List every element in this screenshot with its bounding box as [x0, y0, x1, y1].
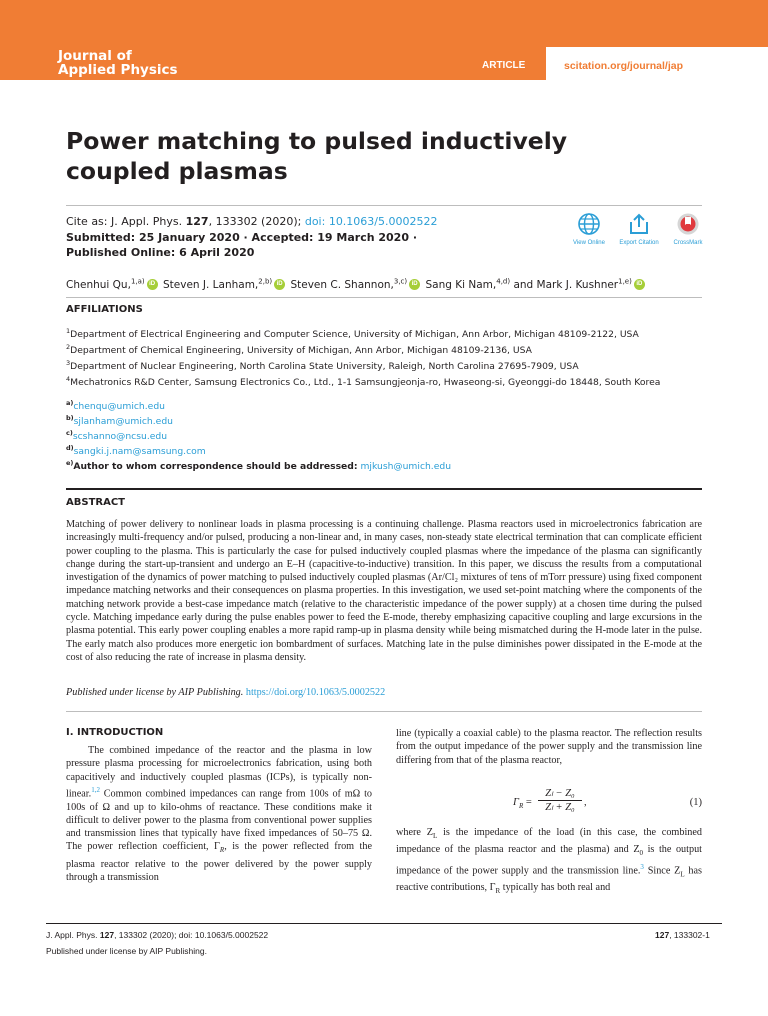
doi-link[interactable]: doi: 10.1063/5.0002522	[304, 215, 438, 228]
footer-volume: 127	[99, 930, 115, 940]
doi-url-link[interactable]: https://doi.org/10.1063/5.0002522	[245, 687, 386, 698]
dates-line-1: Submitted: 25 January 2020 · Accepted: 19 March 2020 ·	[66, 230, 418, 244]
intro-right-text: where Z	[396, 827, 433, 838]
affiliation-text: Department of Nuclear Engineering, North Carolina State University, Raleigh, North Carolina 27695-7909, USA	[70, 361, 579, 373]
intro-text-a: The combined impedance of the reactor and the plasma in low pressure plasma processing for microelectronics fabrication, using both capacitively and inductively coupled plasmas (ICPs), is typically non-linear.	[66, 745, 372, 800]
intro-right-column-bottom	[396, 826, 702, 899]
email-line	[66, 444, 206, 457]
email-marker: d)	[66, 444, 74, 452]
affiliation-marker: 1	[66, 327, 71, 335]
intro-right-text: is the output impedance of the power supply and the transmission line.	[396, 844, 702, 877]
cite-volume: 127	[185, 215, 209, 228]
footer-cite-prefix: J. Appl. Phys.	[46, 930, 100, 940]
affiliation-marker: 2	[66, 343, 71, 351]
journal-url-link[interactable]: scitation.org/journal/jap	[564, 60, 684, 72]
email-link[interactable]: chenqu@umich.edu	[73, 401, 165, 413]
footer-page-rest: , 133302-1	[669, 930, 710, 940]
email-link[interactable]: sjlanham@umich.edu	[73, 416, 173, 428]
email-link[interactable]: sangki.j.nam@samsung.com	[73, 446, 206, 458]
crossmark-icon	[676, 212, 700, 236]
author[interactable]	[513, 279, 631, 291]
equation-fraction	[538, 787, 582, 813]
intro-right-column-top: line (typically a coaxial cable) to the plasma reactor. The reflection results from the output impedance of the power supply and the transmission line differing from that of the plasma reactor,	[396, 728, 702, 766]
subscript: L	[680, 870, 685, 879]
abstract-text: Matching of power delivery to nonlinear loads in plasma processing is a continuing challenge. Plasma reactors used in microelectronics fabrication are increasingly multi-frequency and/or pulsed, producing a non-linear and, in many cases, non-steady state electrical termination that can complicate efficient power coupling to the plasma. This is particularly the case for pulsed inductively coupled plasmas where the impedance of the plasma can significantly change during the start-up-transient and undergo an E–H (capacitive-to-inductive) transition. In this paper, we discuss the results from a computational investigation of the dynamics of power matching to pulsed inductively coupled plasmas (Ar/Cl₂ mixtures of tens of mTorr pressure) using fixed component impedance matching networks and their consequences on plasma properties. In this investigation, we used set-point matching where the components of the matching network provide a best-case impedance match (relative to the characteristic impedance of the power supply) at a chosen time during the pulsed cycle. Matching impedance early during the pulse enables power to feed the E-mode, thereby emphasizing capacitive coupling and large excursions in the plasma potential. This early power coupling enables a more rapid ramp-up in plasma density while being mismatched during the H-mode later in the pulse. The early match also produces more energetic ion bombardment of surfaces. Matching late in the pulse diminishes power dissipated in the E-mode at the cost of also reducing the rate of increase in plasma density.	[66, 519, 702, 663]
intro-paragraph	[66, 744, 372, 884]
dates-line-2: Published Online: 6 April 2020	[66, 246, 255, 259]
intro-right-text: typically has both real and	[500, 882, 611, 894]
author[interactable]	[425, 279, 510, 291]
equation-number: (1)	[689, 797, 702, 808]
intro-right-text: Since Z	[643, 865, 681, 877]
affiliation-text: Mechatronics R&D Center, Samsung Electronics Co., Ltd., 1-1 Samsungjeonja-ro, Hwaseong-si, Gyeonggi-do 18448, South Korea	[70, 377, 661, 389]
fraction-denominator: Zₗ + Z₀	[545, 802, 575, 813]
orcid-icon[interactable]: iD	[634, 279, 645, 290]
journal-name[interactable]	[58, 49, 178, 77]
author-affiliation-marker: 3,c)	[393, 277, 408, 285]
email-line	[66, 399, 165, 412]
intro-left-column	[66, 744, 372, 884]
equation-1	[396, 787, 702, 827]
title-divider	[66, 205, 702, 206]
email-line	[66, 414, 173, 427]
journal-url-box[interactable]	[546, 47, 768, 83]
journal-name-line1: Journal of	[58, 48, 132, 64]
export-citation-label: Export Citation	[619, 240, 659, 246]
intro-right-text: is the impedance of the load (in this case, the combined impedance of the plasma reactor and the plasma) and Z	[396, 827, 702, 856]
authors-divider	[66, 297, 702, 298]
reference-link[interactable]: 3	[640, 862, 644, 871]
intro-text-b: Common combined impedances can range from 100s of mΩ to 100s of Ω and up to kilo-ohms of reactance. These conditions make it difficult to deliver power to the plasma from conventional power supplies and transmission lines that typically have fixed impedances of 50–75 Ω. The power reflection coefficient, Γ	[66, 788, 372, 853]
email-marker: e)	[66, 459, 74, 467]
affiliations-heading: AFFILIATIONS	[66, 304, 143, 315]
footer-page-volume: 127	[655, 930, 670, 940]
body-divider	[66, 711, 702, 712]
orcid-icon[interactable]: iD	[409, 279, 420, 290]
abstract-divider	[66, 488, 702, 490]
gamma-symbol: Γ	[513, 797, 519, 808]
affiliation-marker: 3	[66, 359, 71, 367]
fraction-numerator: Zₗ − Z₀	[538, 787, 582, 801]
footer-page-number	[655, 930, 710, 940]
affiliation-text: Department of Electrical Engineering and Computer Science, University of Michigan, Ann Arbor, Michigan 48109-2122, USA	[70, 329, 639, 341]
correspondence-line	[66, 459, 451, 472]
cite-prefix: Cite as: J. Appl. Phys.	[66, 215, 186, 228]
crossmark-button[interactable]	[658, 212, 718, 246]
footer-license: Published under license by AIP Publishing.	[46, 946, 207, 956]
published-license-line	[66, 687, 385, 698]
author-affiliation-marker: 4,d)	[496, 277, 511, 285]
crossmark-label: CrossMark	[673, 240, 703, 246]
email-link[interactable]: mjkush@umich.edu	[360, 461, 452, 473]
author-name: Sang Ki Nam,	[425, 278, 497, 291]
equals-sign: =	[523, 797, 532, 808]
email-line	[66, 429, 167, 442]
affiliation-text: Department of Chemical Engineering, University of Michigan, Ann Arbor, Michigan 48109-2136, USA	[70, 345, 532, 357]
author-affiliation-marker: 1,e)	[618, 277, 632, 285]
footer-divider	[46, 923, 722, 924]
footer-citation	[46, 930, 268, 940]
orcid-icon[interactable]: iD	[147, 279, 158, 290]
affiliation-marker: 4	[66, 375, 71, 383]
author[interactable]	[290, 279, 407, 291]
intro-text-c: , is the power reflected from the plasma reactor relative to the power delivered by the power supply through a transmission	[66, 841, 372, 884]
author[interactable]	[163, 279, 272, 291]
abstract-heading: ABSTRACT	[66, 497, 125, 508]
email-marker: c)	[66, 429, 73, 437]
author-name: and Mark J. Kushner	[513, 278, 619, 291]
introduction-heading: I. INTRODUCTION	[66, 727, 164, 738]
gamma-subscript: R	[518, 802, 524, 811]
correspondence-label: Author to whom correspondence should be addressed:	[73, 461, 358, 473]
intro-right-text: has reactive contributions, Γ	[396, 865, 702, 894]
subscript: 0	[639, 849, 644, 858]
author-affiliation-marker: 1,a)	[130, 277, 145, 285]
export-icon	[627, 212, 651, 236]
view-online-label: View Online	[573, 240, 605, 246]
email-marker: a)	[66, 399, 74, 407]
globe-icon	[577, 212, 601, 236]
subscript: R	[495, 887, 501, 896]
email-link[interactable]: scshanno@ncsu.edu	[72, 431, 168, 443]
published-text: Published under license by AIP Publishing.	[66, 687, 246, 698]
cite-rest: , 133302 (2020);	[208, 215, 305, 228]
subscript: L	[432, 832, 438, 841]
author-list	[66, 277, 647, 291]
author[interactable]	[66, 279, 145, 291]
article-type-label: ARTICLE	[482, 60, 526, 71]
cite-line	[66, 214, 486, 230]
paper-title: Power matching to pulsed inductively coupled plasmas	[66, 127, 568, 185]
author-name: Steven J. Lanham,	[162, 278, 259, 291]
affiliation-line	[66, 371, 660, 391]
gamma-subscript: R	[219, 846, 225, 855]
orcid-icon[interactable]: iD	[274, 279, 285, 290]
author-affiliation-marker: 2,b)	[258, 277, 273, 285]
equation-lhs	[513, 797, 532, 810]
footer-cite-rest: , 133302 (2020); doi: 10.1063/5.0002522	[114, 930, 269, 940]
author-name: Chenhui Qu,	[66, 278, 131, 291]
email-marker: b)	[66, 414, 74, 422]
journal-name-line2: Applied Physics	[58, 62, 178, 78]
author-name: Steven C. Shannon,	[290, 278, 394, 291]
reference-link[interactable]: 1,2	[91, 785, 100, 794]
equation-comma: ,	[584, 797, 587, 808]
citation-block	[66, 214, 486, 261]
